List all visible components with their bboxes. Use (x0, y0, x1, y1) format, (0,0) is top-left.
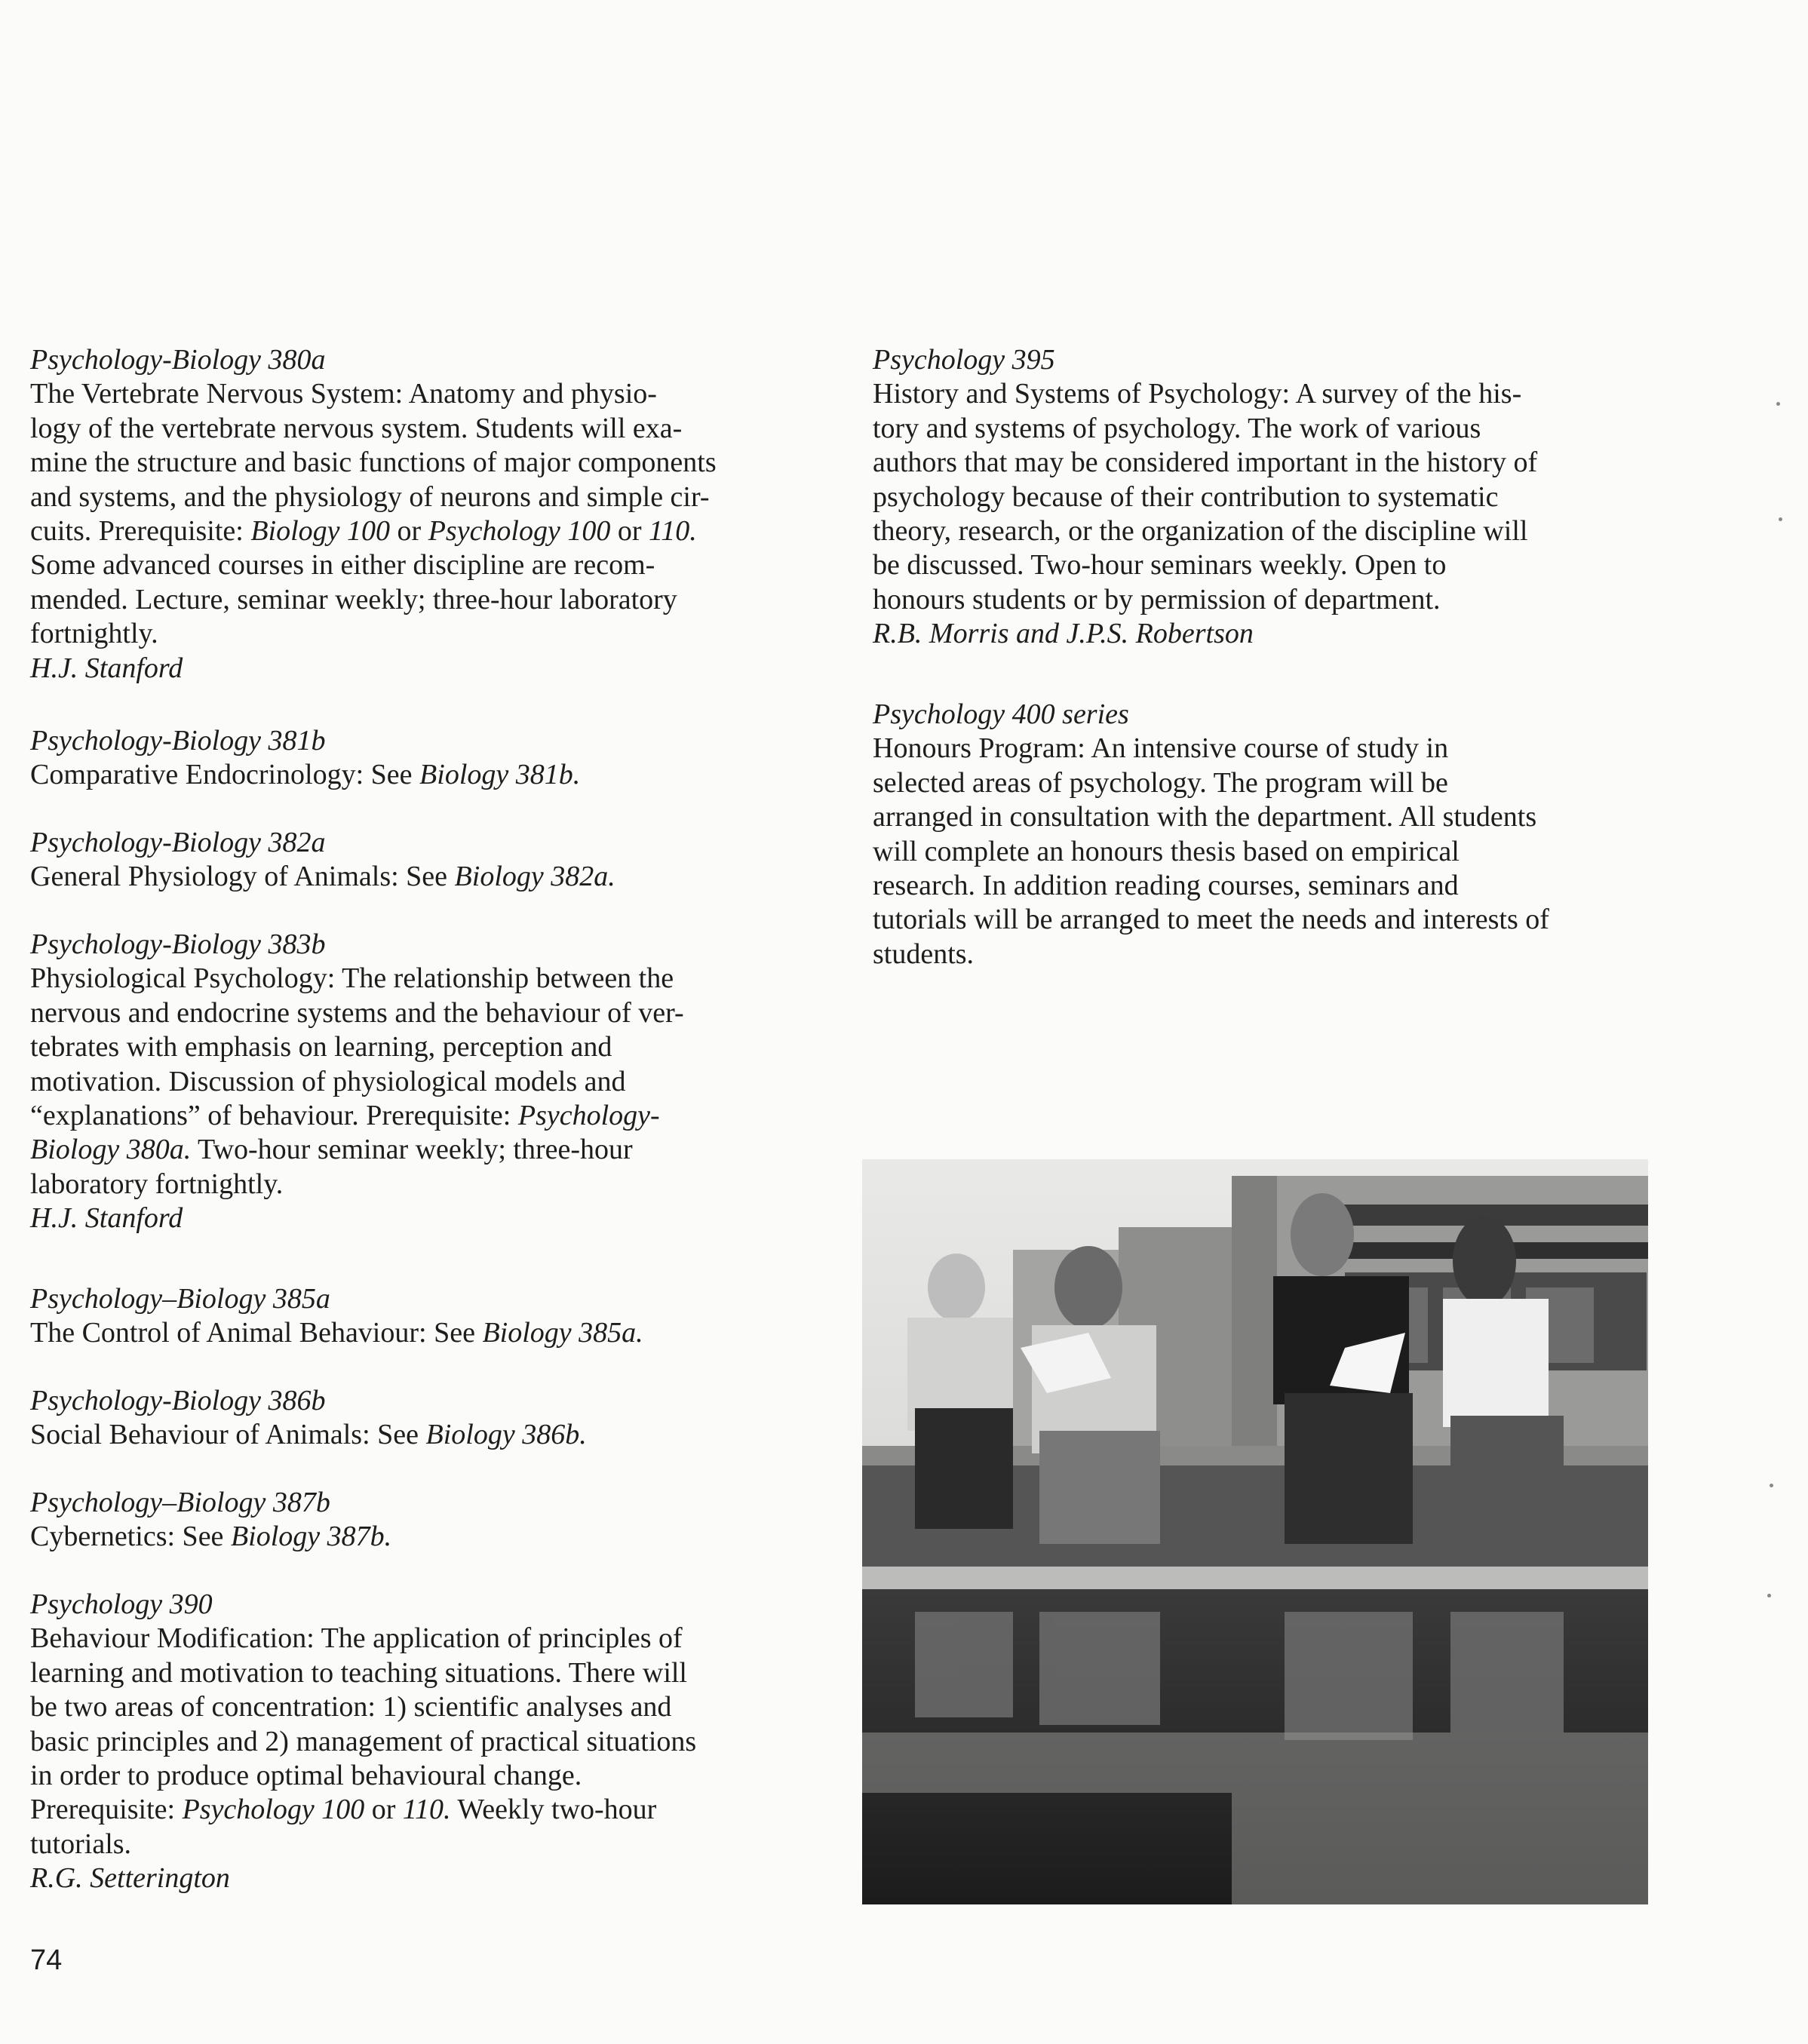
course-entry (30, 724, 580, 793)
course-instructor: R.G. Setterington (30, 1862, 230, 1895)
course-entry (30, 1486, 391, 1554)
course-entry (30, 1282, 643, 1351)
page-number: 74 (30, 1944, 63, 1976)
course-entry (30, 343, 717, 686)
course-description: Physiological Psychology: The relationship between the nervous and endocrine systems and the behaviour of ver- tebrates with emphasis on learning, perception and motivation. Discussion of physiological models and “explanations” of behaviour. Prerequisite: Psychology- Biology 380a. Two-hour seminar weekly; three-hour laboratory fortnightly. (30, 962, 684, 1200)
scan-speck (1776, 402, 1780, 406)
course-heading: Psychology 390 (30, 1588, 213, 1620)
scan-speck (1767, 1594, 1771, 1597)
course-heading: Psychology-Biology 380a (30, 344, 326, 376)
course-heading: Psychology-Biology 382a (30, 827, 326, 858)
course-description: Behaviour Modification: The application of principles of learning and motivation to teaching situations. There will be two areas of concentration: 1) scientific analyses and basic principles and 2) management of practical situations in order to produce optimal behavioural change. Prerequisite: Psychology 100 or 110. Weekly two-hour tutorials. (30, 1622, 697, 1860)
course-heading: Psychology-Biology 383b (30, 928, 326, 960)
scan-speck (1779, 517, 1782, 521)
course-heading: Psychology-Biology 386b (30, 1385, 326, 1416)
course-description: Honours Program: An intensive course of study in selected areas of psychology. The program will be arranged in consultation with the department. All students will complete an honours thesis based on empirical research. In addition reading courses, seminars and tutorials will be arranged to meet the needs and interests of students. (873, 732, 1549, 970)
course-description: The Control of Animal Behaviour: See Biology 385a. (30, 1317, 643, 1349)
course-heading: Psychology 400 series (873, 698, 1129, 730)
scan-speck (1770, 1484, 1773, 1487)
course-entry (873, 698, 1549, 971)
course-heading: Psychology-Biology 381b (30, 725, 326, 757)
course-instructor: H.J. Stanford (30, 1202, 183, 1235)
course-description: General Physiology of Animals: See Biology 382a. (30, 861, 615, 893)
course-entry (30, 1384, 587, 1453)
course-entry (30, 928, 684, 1236)
course-instructor: R.B. Morris and J.P.S. Robertson (873, 618, 1254, 650)
course-entry (30, 1588, 696, 1896)
course-description: Comparative Endocrinology: See Biology 381b. (30, 759, 581, 791)
course-heading: Psychology–Biology 385a (30, 1283, 330, 1315)
course-heading: Psychology–Biology 387b (30, 1487, 330, 1518)
course-description: History and Systems of Psychology: A survey of the his- tory and systems of psychology. The work of various authors that may be considered important in the history of psychology because of their contribution to systematic theory, research, or the organization of the discipline will be discussed. Two-hour seminars weekly. Open to honours students or by permission of department. (873, 378, 1538, 615)
course-entry (873, 343, 1537, 652)
campus-photo (862, 1159, 1648, 1904)
course-description: Cybernetics: See Biology 387b. (30, 1521, 392, 1553)
course-instructor: H.J. Stanford (30, 652, 183, 684)
course-entry (30, 826, 615, 895)
course-heading: Psychology 395 (873, 344, 1055, 376)
course-description: The Vertebrate Nervous System: Anatomy and physio- logy of the vertebrate nervous system. Students will exa- mine the structure and basic functions of major components and systems, and the physiology of neurons and simple cir- cuits. Prerequisite: Biology 100 or Psychology 100 or 110. Some advanced courses in either discipline are recom- mended. Lecture, seminar weekly; three-hour laboratory fortnightly. (30, 378, 717, 650)
course-description: Social Behaviour of Animals: See Biology 386b. (30, 1419, 587, 1451)
